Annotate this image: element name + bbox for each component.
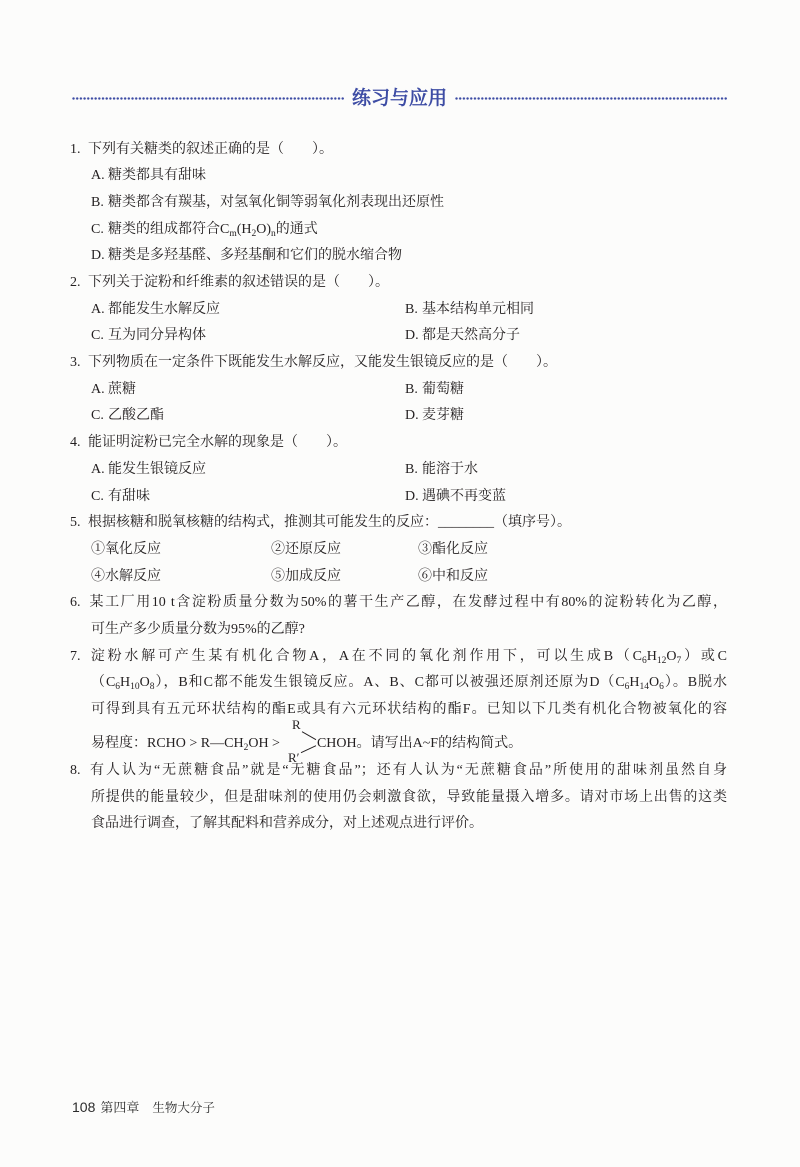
question-text: 食品进行调查，了解其配料和营养成分，对上述观点进行评价。	[91, 816, 483, 832]
question-stem: 能证明淀粉已完全水解的现象是（ ）。	[88, 435, 347, 451]
question-text: 淀粉水解可产生某有机化合物A，A在不同的氧化剂作用下，可以生成B（C	[88, 648, 643, 664]
option-text: 互为同分异构体	[108, 328, 206, 344]
question-5-choices-row-1	[0, 537, 800, 564]
question-1-stem	[70, 137, 800, 164]
question-text: O	[139, 675, 150, 691]
subscript: 8	[149, 682, 155, 693]
option-label: B.	[405, 381, 418, 397]
option-text: 都能发生水解反应	[108, 301, 220, 317]
option-text: 乙酸乙酯	[108, 408, 164, 424]
option-label: D.	[91, 248, 105, 264]
subscript: 10	[130, 682, 140, 693]
option-b	[91, 190, 444, 217]
question-stem: 下列有关糖类的叙述正确的是（ ）。	[88, 141, 333, 157]
option-text: 葡萄糖	[422, 381, 464, 397]
section-header	[72, 86, 727, 110]
reaction-choice: ①氧化反应	[91, 541, 161, 557]
option-a	[91, 163, 206, 190]
question-1-row-b	[0, 190, 800, 217]
question-4-stem	[70, 430, 800, 457]
option-label: B.	[91, 194, 104, 210]
dotted-rule-right	[455, 97, 727, 100]
option-text: 糖类都含有羰基，对氢氧化铜等弱氧化剂表现出还原性	[108, 194, 444, 210]
question-number: 1.	[70, 141, 81, 157]
option-label: B.	[405, 461, 418, 477]
reaction-choice: ③酯化反应	[418, 541, 488, 557]
chapter-title: 生物大分子	[152, 1101, 215, 1115]
option-text: 能溶于水	[422, 461, 478, 477]
option-c	[91, 217, 318, 244]
question-8-line-1	[70, 758, 727, 785]
question-number: 8.	[70, 763, 81, 778]
question-text: O	[649, 675, 660, 691]
r-prime-substituent-label: R′	[287, 750, 300, 766]
page-number: 108	[72, 1099, 96, 1115]
section-title: 练习与应用	[352, 87, 448, 109]
option-text: 糖类都具有甜味	[108, 168, 206, 184]
question-text: 可得到具有五元环状结构的酯E或具有六元环状结构的酯F。已知以下几类有机化合物被氧化的容	[91, 702, 727, 718]
question-3-stem	[70, 350, 800, 377]
option-text: (H	[236, 221, 252, 237]
question-text: H	[629, 675, 640, 691]
option-b	[405, 297, 534, 324]
question-text: 可生产多少质量分数为95%的乙醇?	[91, 621, 305, 637]
option-d	[405, 323, 520, 350]
option-c	[91, 484, 150, 511]
reaction-choice: ④水解反应	[91, 568, 161, 584]
option-text: 的通式	[275, 221, 318, 237]
question-number: 5.	[70, 515, 81, 531]
option-label: C.	[91, 488, 104, 504]
question-text: 易程度：RCHO > R—CH	[91, 736, 244, 752]
question-2-row-cd	[0, 323, 800, 350]
option-label: D.	[405, 328, 419, 344]
question-2-row-ab	[0, 297, 800, 324]
question-6-line-2	[91, 617, 727, 644]
question-number: 4.	[70, 435, 81, 451]
question-text: 所提供的能量较少，但是甜味剂的使用仍会刺激食欲，导致能量摄入增多。请对市场上出售的这类	[91, 789, 727, 805]
option-a	[91, 297, 220, 324]
option-label: A.	[91, 301, 105, 317]
question-1-row-d	[0, 243, 800, 270]
question-text: ）。B脱水	[663, 675, 727, 691]
r-substituent-label: R	[291, 717, 301, 733]
question-stem: 根据核糖和脱氧核糖的结构式，推测其可能发生的反应：________（填序号）。	[88, 515, 571, 531]
option-d	[91, 243, 402, 270]
subscript: 6	[659, 682, 664, 693]
question-text: O	[666, 648, 677, 664]
question-text: OH >	[248, 736, 280, 752]
question-1-row-c	[0, 217, 800, 244]
bond-line-lower	[301, 746, 316, 753]
question-number: 7.	[70, 648, 81, 664]
option-label: C.	[91, 328, 104, 344]
option-a	[91, 377, 136, 404]
reaction-choice: ⑤加成反应	[271, 568, 341, 584]
question-text: 有人认为“无蔗糖食品”就是“无糖食品”；还有人认为“无蔗糖食品”所使用的甜味剂虽然自身	[88, 763, 727, 778]
subscript: n	[271, 228, 276, 239]
option-label: C.	[91, 221, 104, 237]
option-c	[91, 323, 206, 350]
question-4-row-ab	[0, 457, 800, 484]
question-number: 6.	[70, 595, 81, 611]
option-label: D.	[405, 488, 419, 504]
question-2-stem	[70, 270, 800, 297]
question-1-row-a	[0, 163, 800, 190]
question-text: CHOH	[316, 736, 357, 752]
question-stem: 下列物质在一定条件下既能发生水解反应，又能发生银镜反应的是（ ）。	[88, 355, 557, 371]
option-label: A.	[91, 381, 105, 397]
reaction-choice: ⑥中和反应	[418, 568, 488, 584]
question-3-row-ab	[0, 377, 800, 404]
option-a	[91, 457, 206, 484]
option-text: 蔗糖	[108, 381, 136, 397]
bond-lines	[283, 727, 319, 761]
option-text: 基本结构单元相同	[422, 301, 534, 317]
option-label: A.	[91, 168, 105, 184]
page-footer	[72, 1097, 215, 1117]
subscript: 6	[624, 682, 630, 693]
option-text: 糖类的组成都符合C	[108, 221, 230, 237]
option-text: 糖类是多羟基醛、多羟基酮和它们的脱水缩合物	[108, 248, 402, 264]
subscript: m	[229, 228, 237, 239]
option-label: C.	[91, 408, 104, 424]
reaction-choice: ②还原反应	[271, 541, 341, 557]
question-8-line-3	[91, 811, 727, 838]
question-text: ），B和C都不能发生银镜反应。A、B、C都可以被强还原剂还原为D（C	[154, 675, 625, 691]
subscript: 6	[115, 682, 121, 693]
option-label: D.	[405, 408, 419, 424]
question-5-choices-row-2	[0, 564, 800, 591]
question-text: H	[120, 675, 131, 691]
option-text: 遇碘不再变蓝	[422, 488, 506, 504]
question-number: 3.	[70, 355, 81, 371]
option-label: A.	[91, 461, 105, 477]
question-7-line-3	[91, 697, 727, 724]
secondary-alcohol-structure	[283, 717, 317, 766]
question-5-stem	[70, 510, 800, 537]
question-7-line-4	[91, 717, 727, 766]
question-text: ）或C	[681, 648, 727, 664]
question-text: （C	[91, 675, 116, 691]
subscript: 7	[676, 655, 682, 666]
option-text: 都是天然高分子	[422, 328, 520, 344]
option-label: B.	[405, 301, 418, 317]
option-d	[405, 403, 464, 430]
question-8-line-2	[91, 785, 727, 812]
question-number: 2.	[70, 275, 81, 291]
question-4-row-cd	[0, 484, 800, 511]
subscript: 6	[642, 655, 647, 666]
question-3-row-cd	[0, 403, 800, 430]
option-text: O)	[256, 221, 272, 237]
subscript: 14	[639, 682, 650, 693]
option-b	[405, 377, 464, 404]
subscript: 2	[251, 228, 257, 239]
question-stem: 下列关于淀粉和纤维素的叙述错误的是（ ）。	[88, 275, 389, 291]
subscript: 2	[243, 743, 249, 754]
question-7-line-1	[70, 644, 727, 671]
option-c	[91, 403, 164, 430]
question-text: 某工厂用10 t含淀粉质量分数为50%的薯干生产乙醇，在发酵过程中有80%的淀粉转化为乙醇，	[88, 595, 727, 611]
option-d	[405, 484, 506, 511]
dotted-rule-left	[72, 97, 344, 100]
subscript: 12	[656, 655, 667, 666]
exercise-list	[0, 137, 800, 838]
option-text: 麦芽糖	[422, 408, 464, 424]
option-text: 能发生银镜反应	[108, 461, 206, 477]
option-text: 有甜味	[108, 488, 150, 504]
option-b	[405, 457, 478, 484]
bond-line-upper	[302, 732, 316, 740]
question-text: 。请写出A~F的结构简式。	[356, 736, 523, 752]
question-text: H	[646, 648, 657, 664]
chapter-label: 第四章	[100, 1100, 140, 1115]
question-6-line-1	[70, 590, 727, 617]
question-7-line-2	[91, 670, 727, 697]
